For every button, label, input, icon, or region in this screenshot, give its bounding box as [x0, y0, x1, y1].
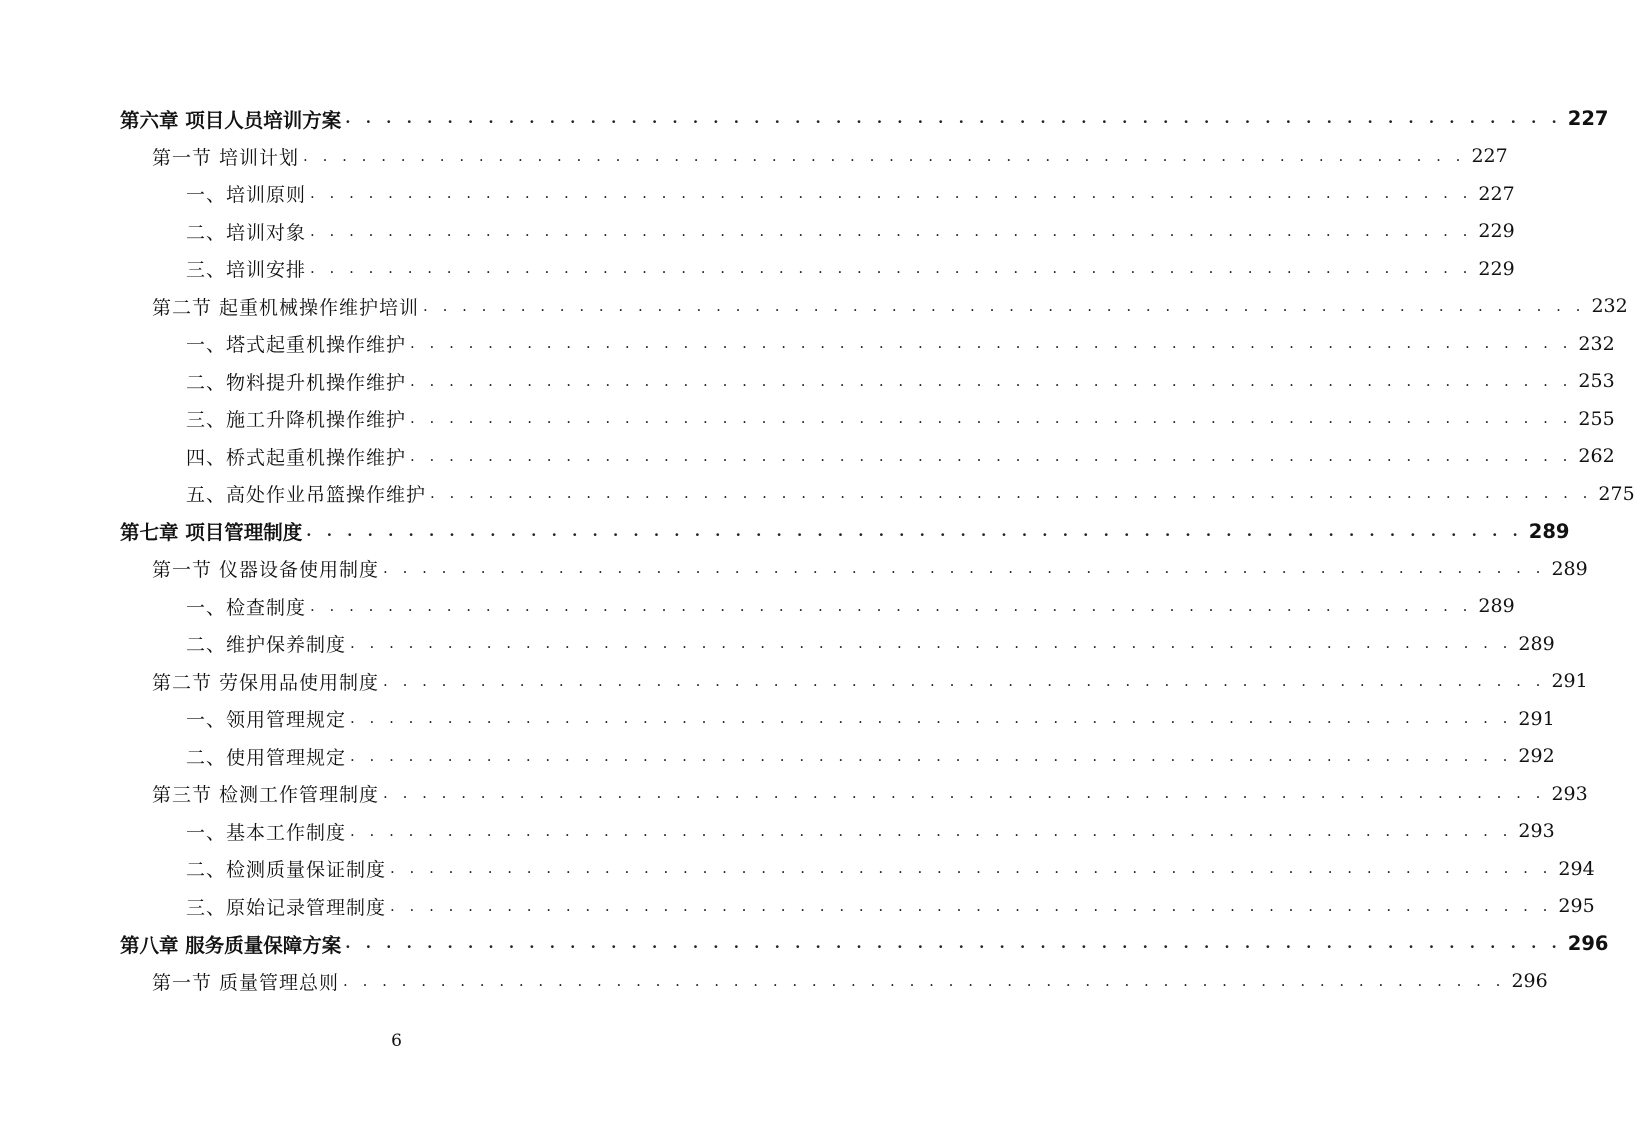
toc-entry-page: 275: [1598, 482, 1635, 505]
toc-entry[interactable]: [0, 550, 1588, 588]
toc-entry-page: 289: [1528, 519, 1570, 543]
toc-entry-title: 第八章 服务质量保障方案: [120, 930, 345, 958]
toc-entry[interactable]: [0, 963, 1548, 1001]
toc-entry-page: 232: [1578, 332, 1615, 355]
toc-entry-title: 一、塔式起重机操作维护: [186, 330, 410, 357]
toc-entry[interactable]: [0, 175, 1515, 213]
toc-entry-title: 二、物料提升机操作维护: [186, 368, 410, 395]
toc-entry-page: 227: [1478, 182, 1515, 205]
toc-entry-page: 255: [1578, 407, 1615, 430]
toc-entry-title: 一、培训原则: [186, 180, 310, 207]
toc-entry-page: 262: [1578, 445, 1615, 468]
toc-entry-title: 五、高处作业吊篮操作维护: [186, 480, 430, 507]
toc-entry-title: 二、检测质量保证制度: [186, 855, 390, 882]
toc-entry-title: 第三节 检测工作管理制度: [152, 780, 383, 807]
toc-entry-title: 三、施工升降机操作维护: [186, 405, 410, 432]
toc-entry-page: 289: [1478, 595, 1515, 618]
toc-entry-page: 295: [1558, 895, 1595, 918]
toc-entry-title: 第六章 项目人员培训方案: [120, 105, 345, 133]
toc-entry[interactable]: [0, 700, 1555, 738]
dot-leader: . . . . . . . . . . . . . . . . . . . . . . . . . . . . . . . . . . . . . . . . . . . . . . . . . . . . . . . . . . . .: [350, 709, 1513, 728]
dot-leader: . . . . . . . . . . . . . . . . . . . . . . . . . . . . . . . . . . . . . . . . . . . . . . . . . . . . . . . . . . . .: [345, 109, 1562, 128]
dot-leader: . . . . . . . . . . . . . . . . . . . . . . . . . . . . . . . . . . . . . . . . . . . . . . . . . . . . . . . . . . . .: [310, 184, 1473, 203]
toc-entry-page: 292: [1518, 745, 1555, 768]
toc-entry[interactable]: [0, 738, 1555, 776]
toc-entry-page: 289: [1551, 557, 1588, 580]
toc-entry-page: 227: [1471, 145, 1508, 168]
toc-entry-page: 291: [1551, 670, 1588, 693]
toc-entry-title: 第七章 项目管理制度: [120, 517, 306, 545]
table-of-contents: [0, 100, 1635, 1000]
dot-leader: . . . . . . . . . . . . . . . . . . . . . . . . . . . . . . . . . . . . . . . . . . . . . . . . . . . . . . . . . . . .: [383, 671, 1546, 690]
toc-entry[interactable]: [0, 475, 1635, 513]
page-number: 6: [391, 1031, 402, 1051]
toc-entry-page: 294: [1558, 857, 1595, 880]
toc-entry-page: 253: [1578, 370, 1615, 393]
dot-leader: . . . . . . . . . . . . . . . . . . . . . . . . . . . . . . . . . . . . . . . . . . . . . . . . . . . . . . . . . . . .: [303, 146, 1466, 165]
toc-entry-title: 一、领用管理规定: [186, 705, 350, 732]
toc-entry-page: 232: [1591, 295, 1628, 318]
toc-entry-page: 229: [1478, 220, 1515, 243]
toc-entry[interactable]: [0, 288, 1628, 326]
dot-leader: . . . . . . . . . . . . . . . . . . . . . . . . . . . . . . . . . . . . . . . . . . . . . . . . . . . . . . . . . . . .: [310, 596, 1473, 615]
dot-leader: . . . . . . . . . . . . . . . . . . . . . . . . . . . . . . . . . . . . . . . . . . . . . . . . . . . . . . . . . . . .: [350, 821, 1513, 840]
dot-leader: . . . . . . . . . . . . . . . . . . . . . . . . . . . . . . . . . . . . . . . . . . . . . . . . . . . . . . . . . . . .: [410, 446, 1573, 465]
dot-leader: . . . . . . . . . . . . . . . . . . . . . . . . . . . . . . . . . . . . . . . . . . . . . . . . . . . . . . . . . . . .: [350, 746, 1513, 765]
toc-entry-title: 第二节 起重机械操作维护培训: [152, 293, 423, 320]
dot-leader: . . . . . . . . . . . . . . . . . . . . . . . . . . . . . . . . . . . . . . . . . . . . . . . . . . . . . . . . . . . .: [345, 934, 1562, 953]
toc-entry-title: 一、基本工作制度: [186, 818, 350, 845]
toc-entry-title: 第一节 质量管理总则: [152, 968, 343, 995]
dot-leader: . . . . . . . . . . . . . . . . . . . . . . . . . . . . . . . . . . . . . . . . . . . . . . . . . . . . . . . . . . . .: [410, 409, 1573, 428]
toc-entry-title: 第二节 劳保用品使用制度: [152, 668, 383, 695]
toc-entry-page: 293: [1518, 820, 1555, 843]
toc-entry-title: 二、使用管理规定: [186, 743, 350, 770]
toc-entry[interactable]: [0, 663, 1588, 701]
dot-leader: . . . . . . . . . . . . . . . . . . . . . . . . . . . . . . . . . . . . . . . . . . . . . . . . . . . . . . . . . . . .: [310, 221, 1473, 240]
dot-leader: . . . . . . . . . . . . . . . . . . . . . . . . . . . . . . . . . . . . . . . . . . . . . . . . . . . . . . . . . . . .: [390, 896, 1553, 915]
toc-entry-title: 二、维护保养制度: [186, 630, 350, 657]
dot-leader: . . . . . . . . . . . . . . . . . . . . . . . . . . . . . . . . . . . . . . . . . . . . . . . . . . . . . . . . . . . .: [306, 521, 1523, 540]
dot-leader: . . . . . . . . . . . . . . . . . . . . . . . . . . . . . . . . . . . . . . . . . . . . . . . . . . . . . . . . . . . .: [410, 334, 1573, 353]
toc-entry[interactable]: [0, 888, 1595, 926]
toc-entry[interactable]: [0, 100, 1609, 138]
toc-entry[interactable]: [0, 850, 1595, 888]
dot-leader: . . . . . . . . . . . . . . . . . . . . . . . . . . . . . . . . . . . . . . . . . . . . . . . . . . . . . . . . . . . .: [383, 559, 1546, 578]
dot-leader: . . . . . . . . . . . . . . . . . . . . . . . . . . . . . . . . . . . . . . . . . . . . . . . . . . . . . . . . . . . .: [410, 371, 1573, 390]
toc-entry-title: 第一节 仪器设备使用制度: [152, 555, 383, 582]
toc-entry-title: 四、桥式起重机操作维护: [186, 443, 410, 470]
toc-entry[interactable]: [0, 625, 1555, 663]
toc-entry[interactable]: [0, 363, 1615, 401]
toc-entry-page: 296: [1511, 970, 1548, 993]
toc-entry[interactable]: [0, 588, 1515, 626]
toc-entry-title: 一、检查制度: [186, 593, 310, 620]
dot-leader: . . . . . . . . . . . . . . . . . . . . . . . . . . . . . . . . . . . . . . . . . . . . . . . . . . . . . . . . . . . .: [423, 296, 1586, 315]
dot-leader: . . . . . . . . . . . . . . . . . . . . . . . . . . . . . . . . . . . . . . . . . . . . . . . . . . . . . . . . . . . .: [343, 971, 1506, 990]
toc-entry[interactable]: [0, 138, 1508, 176]
toc-entry-page: 296: [1567, 932, 1609, 956]
toc-entry-page: 289: [1518, 632, 1555, 655]
toc-entry[interactable]: [0, 813, 1555, 851]
toc-entry[interactable]: [0, 250, 1515, 288]
dot-leader: . . . . . . . . . . . . . . . . . . . . . . . . . . . . . . . . . . . . . . . . . . . . . . . . . . . . . . . . . . . .: [390, 859, 1553, 878]
toc-entry-page: 293: [1551, 782, 1588, 805]
dot-leader: . . . . . . . . . . . . . . . . . . . . . . . . . . . . . . . . . . . . . . . . . . . . . . . . . . . . . . . . . . . .: [383, 784, 1546, 803]
toc-entry-title: 第一节 培训计划: [152, 143, 303, 170]
dot-leader: . . . . . . . . . . . . . . . . . . . . . . . . . . . . . . . . . . . . . . . . . . . . . . . . . . . . . . . . . . . .: [310, 259, 1473, 278]
toc-entry-title: 三、培训安排: [186, 255, 310, 282]
dot-leader: . . . . . . . . . . . . . . . . . . . . . . . . . . . . . . . . . . . . . . . . . . . . . . . . . . . . . . . . . . . .: [350, 634, 1513, 653]
toc-entry[interactable]: [0, 925, 1609, 963]
dot-leader: . . . . . . . . . . . . . . . . . . . . . . . . . . . . . . . . . . . . . . . . . . . . . . . . . . . . . . . . . . . .: [430, 484, 1593, 503]
toc-entry-title: 三、原始记录管理制度: [186, 893, 390, 920]
toc-entry[interactable]: [0, 325, 1615, 363]
toc-entry-page: 291: [1518, 707, 1555, 730]
toc-entry[interactable]: [0, 775, 1588, 813]
toc-entry-page: 229: [1478, 257, 1515, 280]
toc-entry-title: 二、培训对象: [186, 218, 310, 245]
toc-entry[interactable]: [0, 438, 1615, 476]
toc-entry[interactable]: [0, 400, 1615, 438]
toc-entry-page: 227: [1567, 107, 1609, 131]
toc-entry[interactable]: [0, 213, 1515, 251]
toc-entry[interactable]: [0, 513, 1570, 551]
